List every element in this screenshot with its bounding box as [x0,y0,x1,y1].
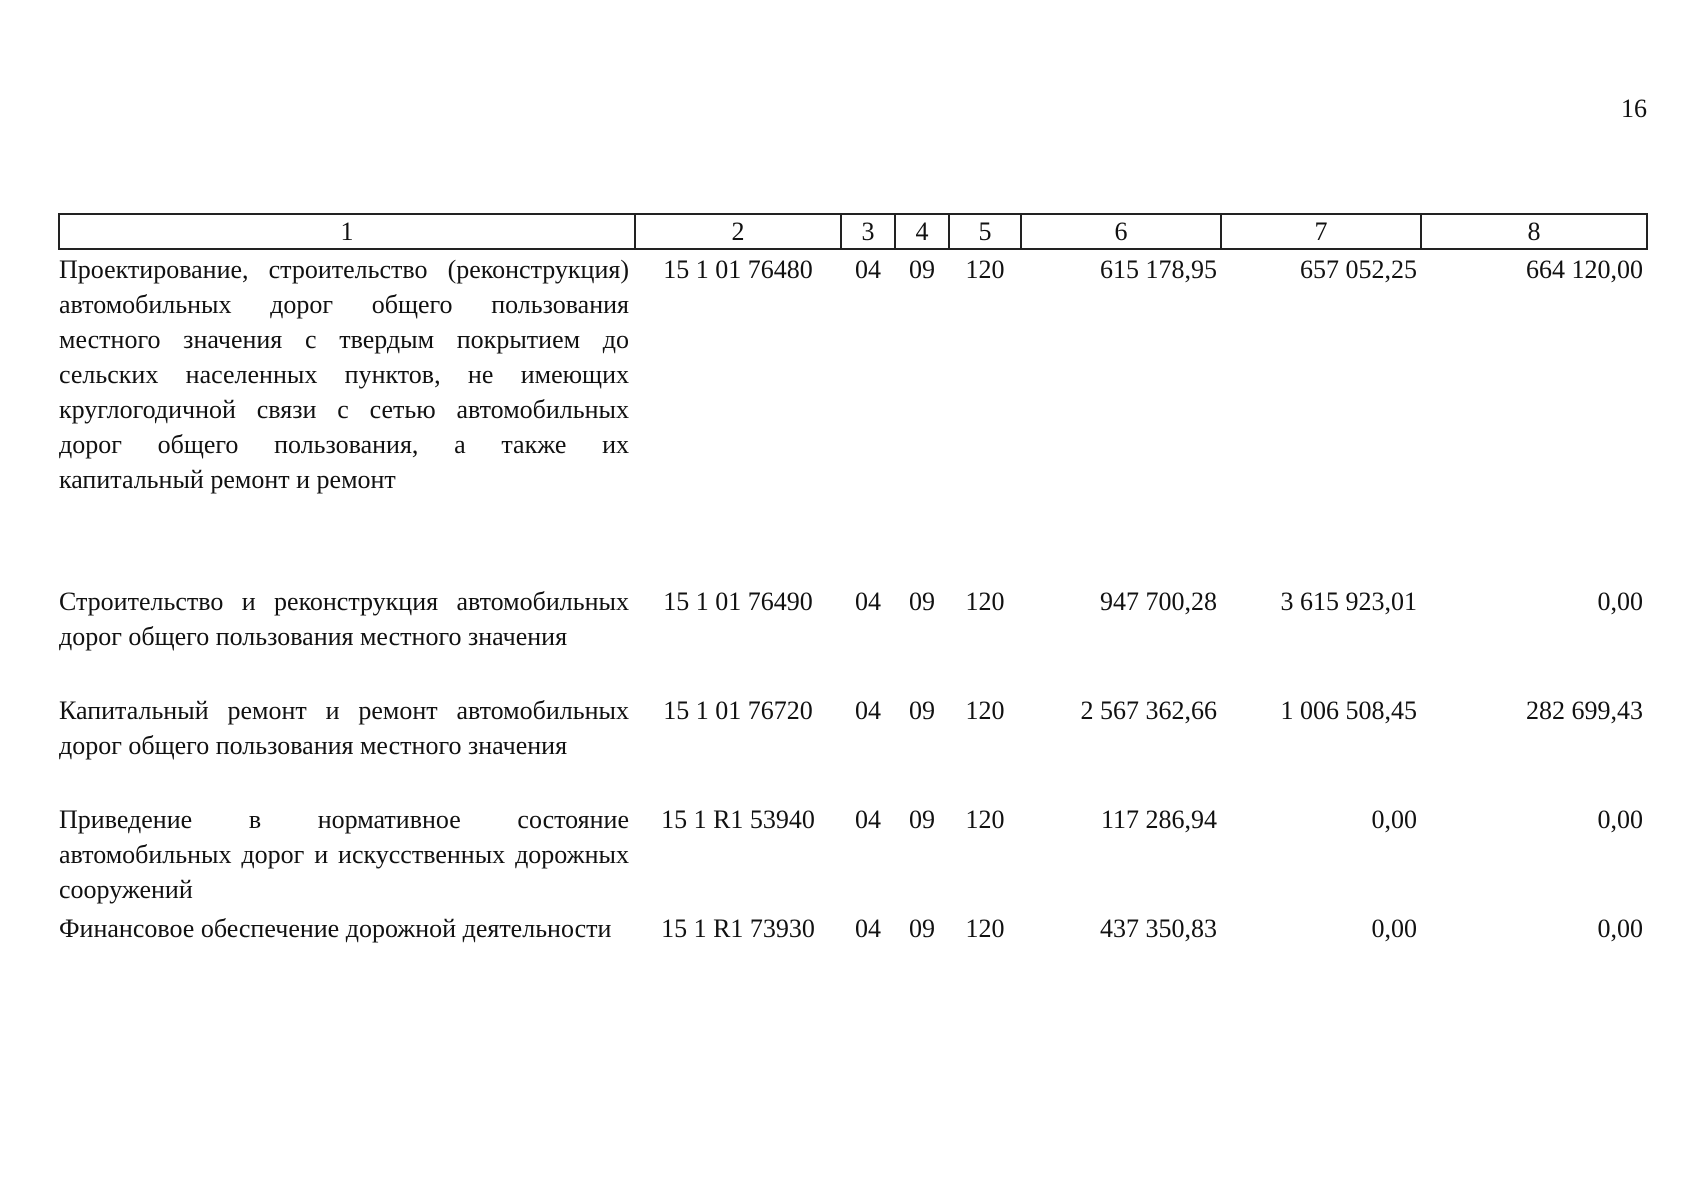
table-body [59,249,1647,983]
row-col-7: 3 615 923,01 [1280,587,1417,616]
row-col-5: 120 [965,696,1005,725]
row-code: 15 1 01 76490 [663,587,813,616]
row-col-6: 615 178,95 [1100,255,1217,284]
row-code: 15 1 R1 53940 [661,805,815,834]
row-col-8: 0,00 [1597,587,1643,616]
header-row [59,214,1647,249]
header-cell-3: 3 [841,214,895,249]
row-name: Приведение в нормативное состояние автомобильных дорог и искусственных дорожных сооружений [59,805,629,904]
row-col-6: 437 350,83 [1100,914,1217,943]
table-row [59,691,1647,800]
row-col-7: 0,00 [1371,805,1417,834]
row-col-6: 2 567 362,66 [1080,696,1217,725]
row-col-3: 04 [855,805,881,834]
table-header [59,214,1647,249]
row-col-3: 04 [855,255,881,284]
row-col-7: 0,00 [1371,914,1417,943]
row-name: Капитальный ремонт и ремонт автомобильных дорог общего пользования местного значения [59,696,629,760]
row-col-4: 09 [909,914,935,943]
row-col-8: 0,00 [1597,914,1643,943]
row-col-3: 04 [855,696,881,725]
row-code: 15 1 01 76480 [663,255,813,284]
row-col-7: 1 006 508,45 [1280,696,1417,725]
row-col-8: 0,00 [1597,805,1643,834]
row-name: Финансовое обеспечение дорожной деятельности [59,914,612,943]
row-col-5: 120 [965,914,1005,943]
header-cell-4: 4 [895,214,949,249]
table-row [59,582,1647,691]
row-col-4: 09 [909,587,935,616]
row-col-5: 120 [965,587,1005,616]
budget-table [58,213,1648,983]
row-name: Проектирование, строительство (реконструкция) автомобильных дорог общего пользования местного значения с твердым покрытием до сельских населенных пунктов, не имеющих круглогодичной связи с сетью автомобильных дорог общего пользования, а также их капитальный ремонт и ремонт [59,255,629,494]
header-cell-5: 5 [949,214,1021,249]
row-code: 15 1 R1 73930 [661,914,815,943]
header-cell-6: 6 [1021,214,1221,249]
page-number: 16 [1621,94,1647,123]
row-col-5: 120 [965,805,1005,834]
header-cell-7: 7 [1221,214,1421,249]
table-row [59,909,1647,983]
header-cell-1: 1 [59,214,635,249]
row-col-6: 117 286,94 [1100,805,1217,834]
row-code: 15 1 01 76720 [663,696,813,725]
row-col-6: 947 700,28 [1100,587,1217,616]
row-col-7: 657 052,25 [1300,255,1417,284]
table-row [59,249,1647,582]
row-name: Строительство и реконструкция автомобильных дорог общего пользования местного значения [59,587,629,651]
row-col-4: 09 [909,805,935,834]
row-col-8: 664 120,00 [1526,255,1643,284]
row-col-8: 282 699,43 [1526,696,1643,725]
header-cell-8: 8 [1421,214,1647,249]
row-col-5: 120 [965,255,1005,284]
table-row [59,800,1647,909]
row-col-3: 04 [855,914,881,943]
row-col-4: 09 [909,255,935,284]
header-cell-2: 2 [635,214,841,249]
row-col-4: 09 [909,696,935,725]
row-col-3: 04 [855,587,881,616]
